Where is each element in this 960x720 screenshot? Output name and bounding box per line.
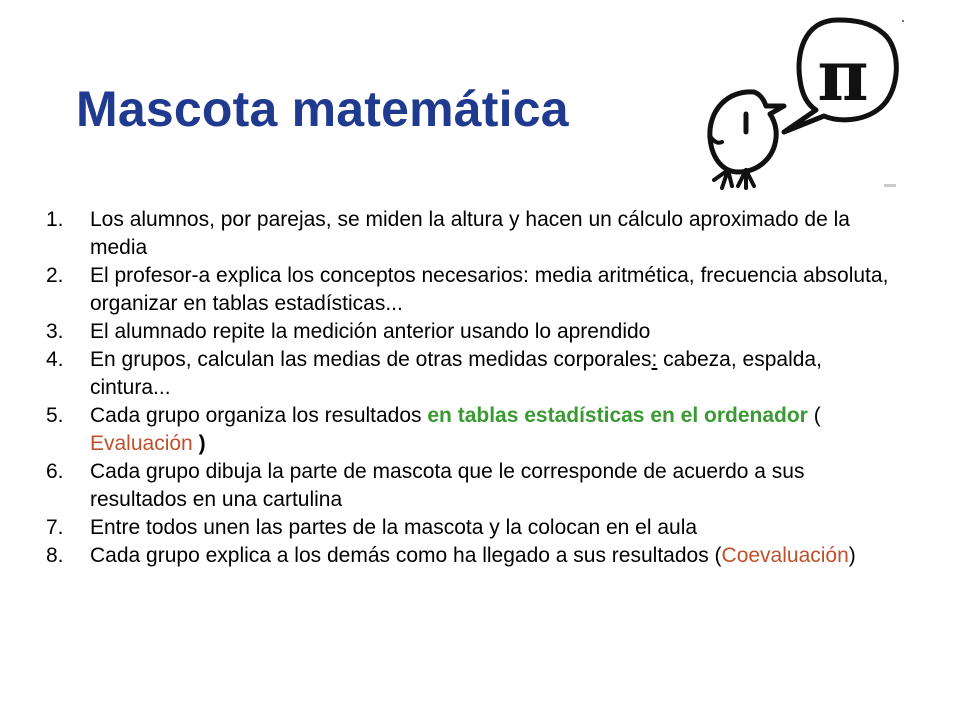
list-text-part: En grupos, calculan las medias de otras medidas corporales [90, 348, 652, 371]
list-number: 7. [46, 516, 64, 539]
list-item [40, 206, 900, 262]
list-text-part: Cada grupo organiza los resultados [90, 404, 428, 427]
list-text: Los alumnos, por parejas, se miden la altura y hacen un cálculo aproximado de la media [90, 208, 850, 259]
list-text: El profesor-a explica los conceptos necesarios: media aritmética, frecuencia absoluta, organizar en tablas estadísticas... [90, 264, 889, 315]
list-item [40, 262, 900, 318]
list-text-part: ( [807, 404, 821, 427]
steps-list [40, 206, 900, 570]
list-text [90, 402, 900, 458]
list-item [40, 346, 900, 402]
list-text-part: ) [192, 432, 206, 455]
list-item [40, 402, 900, 458]
list-text: Entre todos unen las partes de la mascota y la colocan en el aula [90, 516, 698, 539]
list-number: 8. [46, 544, 64, 567]
coevaluation-label: Coevaluación [721, 544, 849, 567]
list-text-part: cabeza, espalda, cintura... [90, 348, 822, 399]
list-number: 1. [46, 208, 64, 231]
underlined-colon: : [651, 348, 658, 371]
list-item [40, 318, 900, 346]
list-text [90, 346, 900, 402]
list-number: 4. [46, 348, 64, 371]
list-text [90, 542, 900, 570]
slide-title: Mascota matemática [76, 81, 569, 137]
pi-symbol: π [817, 34, 869, 117]
list-number: 3. [46, 320, 64, 343]
list-text: Cada grupo dibuja la parte de mascota que le corresponde de acuerdo a sus resultados en una cartulina [90, 460, 805, 511]
list-item [40, 542, 900, 570]
list-number: 5. [46, 404, 64, 427]
pi-mascot-icon [688, 10, 908, 190]
evaluation-label: Evaluación [90, 432, 193, 455]
list-text-part: Cada grupo explica a los demás como ha llegado a sus resultados ( [90, 544, 722, 567]
list-text-part: ) [848, 544, 856, 567]
list-item [40, 458, 900, 514]
list-number: 6. [46, 460, 64, 483]
green-highlight: en tablas estadísticas en el ordenador [427, 404, 808, 427]
list-item [40, 514, 900, 542]
list-number: 2. [46, 264, 64, 287]
list-text: El alumnado repite la medición anterior usando lo aprendido [90, 320, 651, 343]
